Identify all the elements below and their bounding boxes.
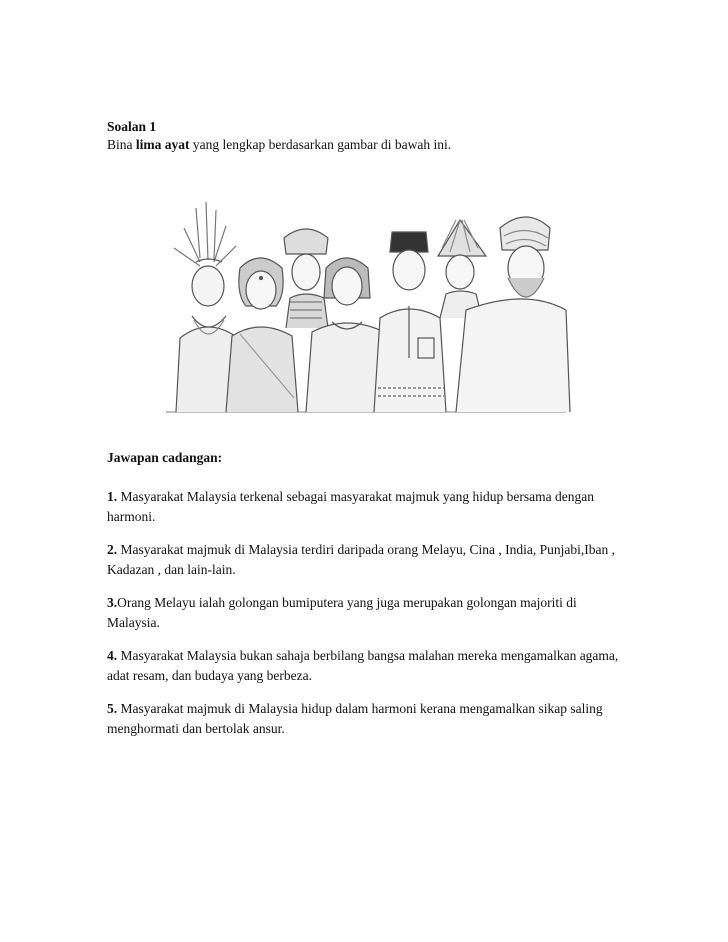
answer-item bbox=[107, 540, 627, 580]
answer-text: Masyarakat Malaysia bukan sahaja berbilang bangsa malahan mereka mengamalkan agama, adat resam, dan budaya yang berbeza. bbox=[107, 648, 619, 683]
figure-malay-man bbox=[374, 232, 446, 412]
answer-number: 2. bbox=[107, 542, 118, 557]
answer-text: Masyarakat majmuk di Malaysia terdiri daripada orang Melayu, Cina , India, Punjabi,Iban , Kadazan , dan lain-lain. bbox=[107, 542, 615, 577]
answers-heading: Jawapan cadangan: bbox=[107, 450, 223, 465]
question-block bbox=[107, 118, 451, 154]
answer-number: 1. bbox=[107, 489, 118, 504]
answer-text: Masyarakat majmuk di Malaysia hidup dalam harmoni kerana mengamalkan sikap saling menghormati dan bertolak ansur. bbox=[107, 701, 603, 736]
answer-number: 3. bbox=[107, 595, 118, 610]
answers-block bbox=[107, 448, 627, 752]
instruction-text-end: yang lengkap berdasarkan gambar di bawah ini. bbox=[189, 137, 452, 152]
answer-item bbox=[107, 699, 627, 739]
answer-number: 4. bbox=[107, 648, 118, 663]
answer-item bbox=[107, 487, 627, 527]
question-instruction bbox=[107, 136, 451, 154]
answer-text: Masyarakat Malaysia terkenal sebagai masyarakat majmuk yang hidup bersama dengan harmoni. bbox=[107, 489, 594, 524]
instruction-emphasis: lima ayat bbox=[135, 137, 190, 152]
instruction-text-start: Bina bbox=[107, 137, 136, 152]
ethnic-group-illustration bbox=[156, 198, 576, 418]
answer-text: Orang Melayu ialah golongan bumiputera yang juga merupakan golongan majoriti di Malaysia. bbox=[107, 595, 577, 630]
answer-number: 5. bbox=[107, 701, 118, 716]
answer-item bbox=[107, 646, 627, 686]
figure-kadazan bbox=[284, 229, 328, 328]
answer-item bbox=[107, 593, 627, 633]
question-title: Soalan 1 bbox=[107, 119, 157, 134]
figure-indian-woman bbox=[226, 258, 298, 412]
figure-conical-hat-man bbox=[438, 220, 486, 318]
